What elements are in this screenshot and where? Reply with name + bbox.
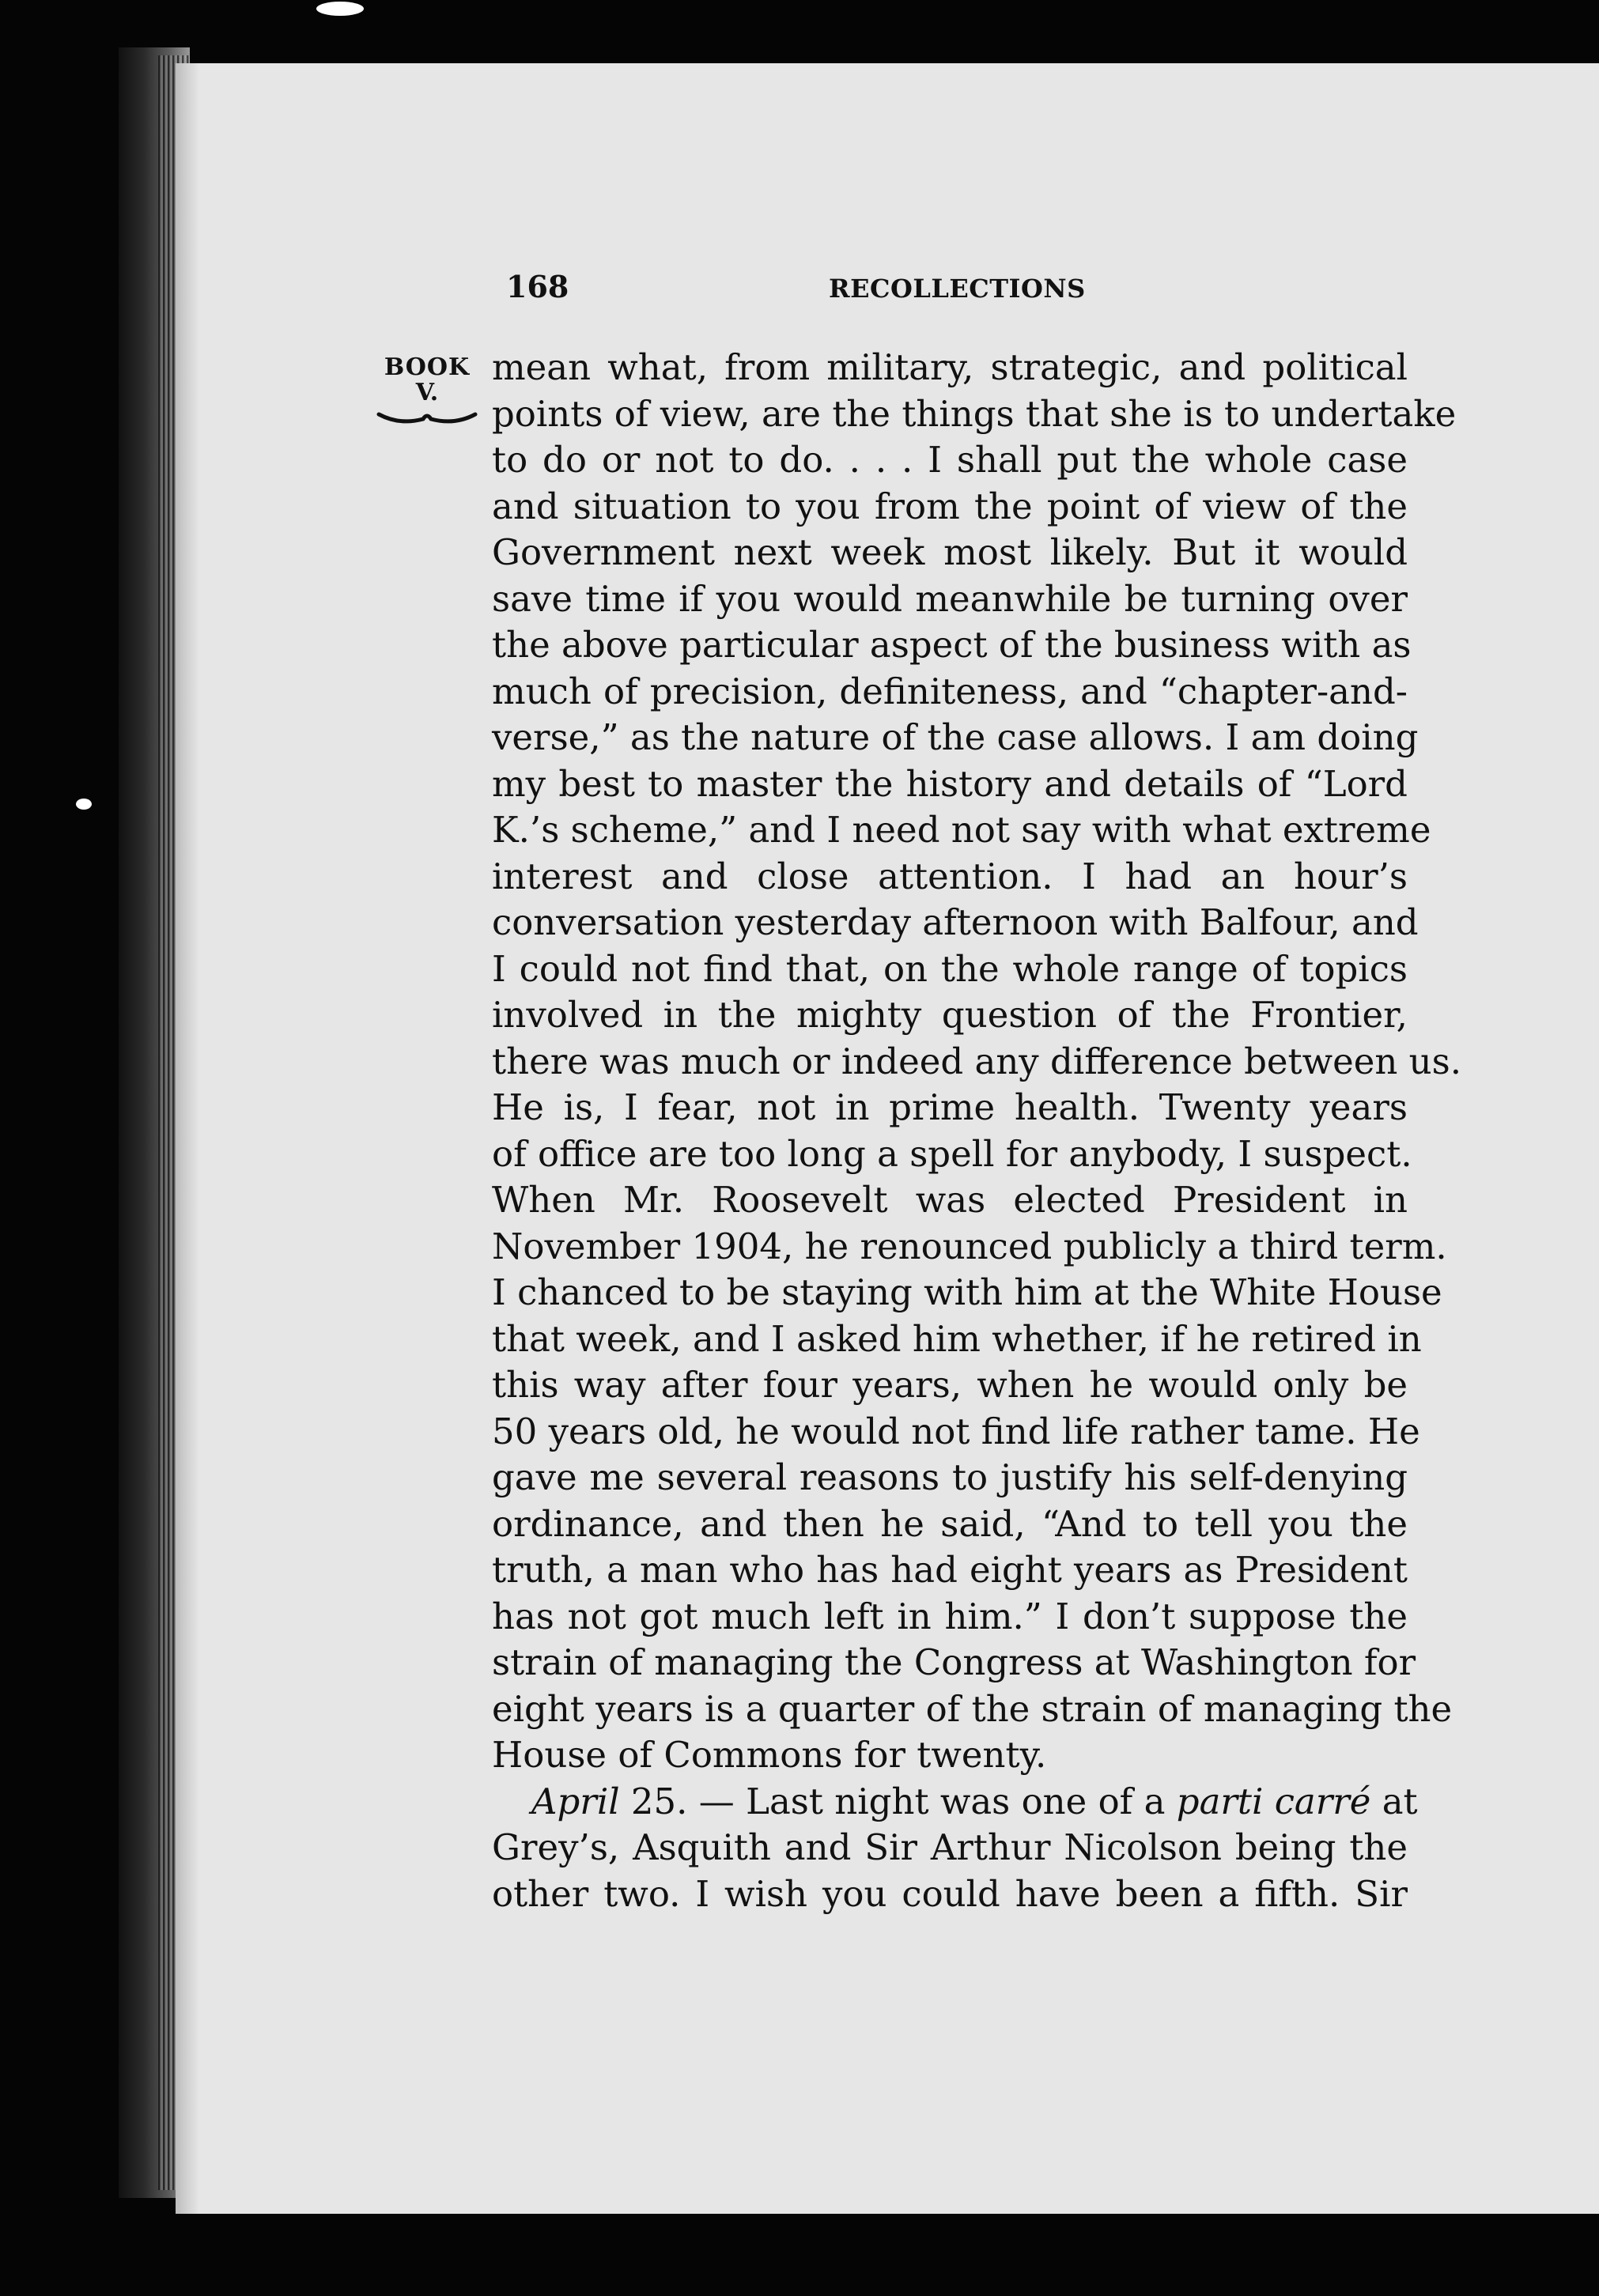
- text-line: of office are too long a spell for anybody, I suspect.: [492, 1132, 1412, 1175]
- line-end: at: [1370, 1780, 1418, 1822]
- marginal-volume-label: V.: [415, 379, 439, 406]
- text-line: this way after four years, when he would only be: [492, 1364, 1408, 1406]
- paragraph: [492, 1779, 1418, 1918]
- text-line: [492, 1779, 1418, 1826]
- text-line: When Mr. Roosevelt was elected President in: [492, 1179, 1408, 1221]
- scan-speck: [316, 2, 364, 16]
- date-italic: April: [531, 1780, 620, 1822]
- text-line: He is, I fear, not in prime health. Twenty years: [492, 1086, 1408, 1128]
- paragraph: [492, 345, 1462, 1779]
- marginal-note: [372, 354, 482, 429]
- text-line: I could not find that, on the whole range of topics: [492, 947, 1408, 990]
- text-line: the above particular aspect of the business with as: [492, 624, 1412, 666]
- body-text: [492, 345, 1462, 1917]
- text-line: involved in the mighty question of the Frontier,: [492, 994, 1408, 1036]
- text-line: points of view, are the things that she is to undertake: [492, 392, 1457, 435]
- text-line: I chanced to be staying with him at the White House: [492, 1271, 1442, 1313]
- text-line: other two. I wish you could have been a fifth. Sir: [492, 1872, 1408, 1915]
- text-line: 50 years old, he would not find life rather tame. He: [492, 1410, 1420, 1452]
- marginal-book-label: BOOK: [384, 353, 471, 381]
- page-number: 168: [506, 269, 569, 304]
- text-line: conversation yesterday afternoon with Balfour, and: [492, 901, 1419, 943]
- text-line: strain of managing the Congress at Washington for: [492, 1641, 1416, 1683]
- text-line: House of Commons for twenty.: [492, 1734, 1047, 1776]
- text-line: and situation to you from the point of view of the: [492, 485, 1408, 527]
- scan-speck: [76, 799, 92, 810]
- text-line: November 1904, he renounced publicly a third term.: [492, 1225, 1447, 1267]
- text-line: gave me several reasons to justify his self-denying: [492, 1456, 1408, 1498]
- text-line: interest and close attention. I had an hour’s: [492, 855, 1408, 897]
- text-line: my best to master the history and details of “Lord: [492, 762, 1408, 805]
- text-line: verse,” as the nature of the case allows. I am doing: [492, 716, 1419, 758]
- text-line: that week, and I asked him whether, if he retired in: [492, 1317, 1422, 1360]
- text-line: mean what, from military, strategic, and political: [492, 346, 1408, 388]
- text-line: K.’s scheme,” and I need not say with what extreme: [492, 809, 1431, 851]
- text-line: Grey’s, Asquith and Sir Arthur Nicolson being the: [492, 1826, 1408, 1868]
- curly-brace-icon: [376, 410, 478, 429]
- italic-phrase: parti carré: [1176, 1780, 1371, 1822]
- text-line: eight years is a quarter of the strain of managing the: [492, 1687, 1453, 1730]
- text-line: Government next week most likely. But it would: [492, 531, 1408, 573]
- text-line: has not got much left in him.” I don’t suppose the: [492, 1595, 1408, 1637]
- running-head: [506, 269, 1416, 308]
- text-line: save time if you would meanwhile be turning over: [492, 577, 1408, 620]
- text-line: ordinance, and then he said, “And to tell you the: [492, 1502, 1408, 1545]
- text-line: truth, a man who has had eight years as President: [492, 1549, 1408, 1591]
- running-title: RECOLLECTIONS: [829, 274, 1086, 304]
- text-line: to do or not to do. . . . I shall put the whole case: [492, 439, 1408, 481]
- date-rest: 25. — Last night was one of a: [619, 1780, 1177, 1822]
- text-line: there was much or indeed any difference between us.: [492, 1040, 1462, 1082]
- text-line: much of precision, definiteness, and “chapter-and-: [492, 670, 1408, 712]
